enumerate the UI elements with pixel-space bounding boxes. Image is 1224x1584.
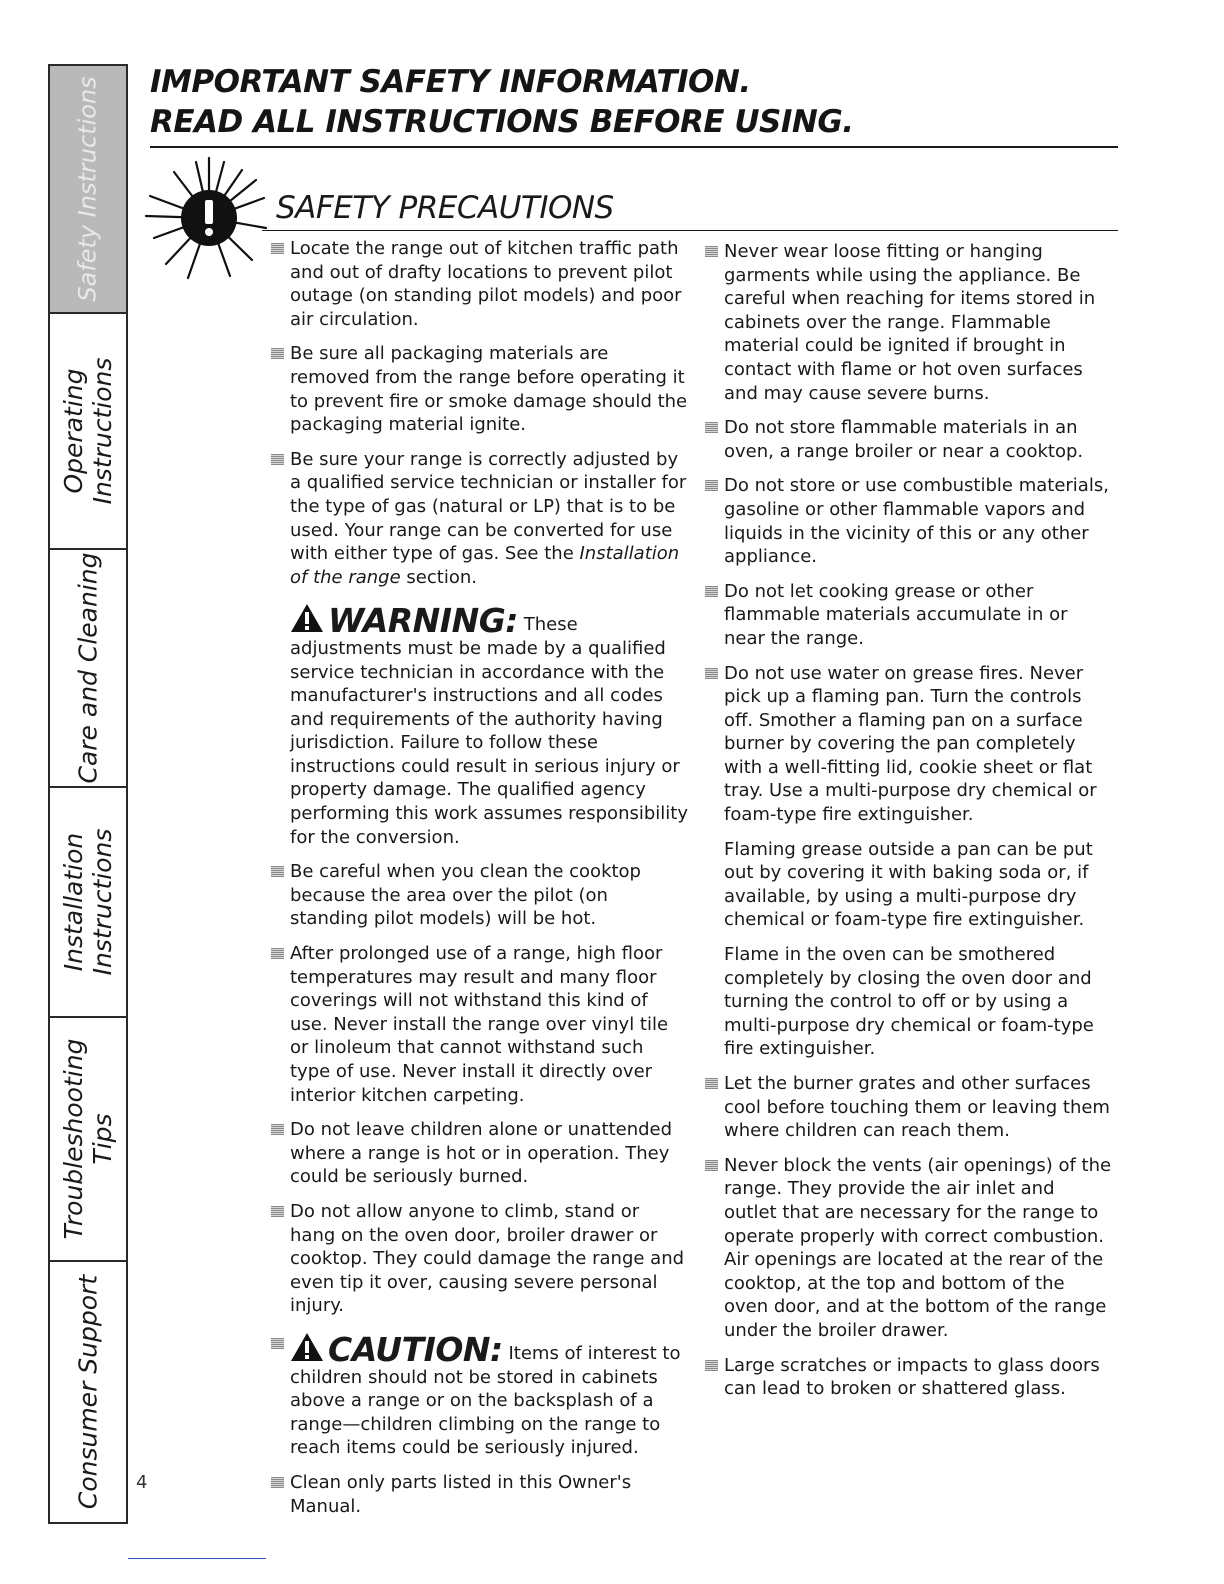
bullet-icon: [271, 1124, 284, 1135]
bullet-icon: [705, 1078, 718, 1089]
bullet-icon: [271, 454, 284, 465]
tab-label: Troubleshooting Tips: [59, 1038, 117, 1240]
warning-label: WARNING:: [328, 601, 518, 641]
bullet-icon: [271, 243, 284, 254]
bullet-icon: [705, 586, 718, 597]
bullet-icon: [271, 348, 284, 359]
paragraph: Flaming grease outside a pan can be put out by covering it with baking soda or, if available, by using a multi-purpose dry chemical or foam-type fire extinguisher.: [724, 838, 1093, 931]
list-item: Do not store flammable materials in an oven, a range broiler or near a cooktop.: [702, 416, 1112, 463]
title-line-2: READ ALL INSTRUCTIONS BEFORE USING.: [150, 104, 854, 140]
list-item: Be careful when you clean the cooktop because the area over the pilot (on standing pilot models) will be hot.: [268, 860, 688, 931]
tab-consumer-support[interactable]: [50, 1262, 126, 1522]
warning-triangle-icon: [290, 603, 324, 633]
bullet-icon: [271, 948, 284, 959]
bullet-icon: [705, 422, 718, 433]
list-item: Do not store or use combustible materials, gasoline or other flammable vapors and liquids in the vicinity of this or any other appliance.: [702, 474, 1112, 568]
tab-troubleshooting-tips[interactable]: [50, 1018, 126, 1262]
caution-triangle-icon: [290, 1332, 324, 1362]
paragraph: Flame in the oven can be smothered completely by closing the oven door and turning the control to off or by using a multi-purpose dry chemical or foam-type fire extinguisher.: [724, 944, 1094, 1060]
bullet-icon: [705, 246, 718, 257]
section-divider: [262, 230, 1118, 231]
list-item: Let the burner grates and other surfaces cool before touching them or leaving them where children can reach them.: [702, 1072, 1112, 1143]
page-number: 4: [136, 1472, 148, 1493]
bullet-icon: [705, 480, 718, 491]
list-item: Locate the range out of kitchen traffic path and out of drafty locations to prevent pilot outage (on standing pilot models) and poor air circulation.: [268, 237, 688, 331]
tab-label: Care and Cleaning: [73, 552, 103, 784]
tab-label: Operating Instructions: [59, 357, 117, 505]
tab-safety-instructions[interactable]: [50, 66, 126, 314]
tab-installation-instructions[interactable]: [50, 788, 126, 1018]
title-line-1: IMPORTANT SAFETY INFORMATION.: [150, 64, 751, 100]
tab-operating-instructions[interactable]: [50, 314, 126, 550]
side-tab-strip: [48, 64, 128, 1524]
header-divider: [150, 146, 1118, 148]
warning-block: WARNING: These adjustments must be made by a qualified service technician in accordance with the manufacturer's instructions and all codes and requirements of the authority having jurisdiction. Failure to follow these instructions could result in serious injury or property damage. The qualified agency performing this work assumes responsibility for the conversion.: [290, 601, 688, 848]
list-item: Be sure all packaging materials are removed from the range before operating it to prevent fire or smoke damage should the packaging material ignite.: [268, 342, 688, 436]
bullet-icon: [271, 1338, 284, 1349]
list-item: Do not leave children alone or unattended where a range is hot or in operation. They could be seriously burned.: [268, 1118, 688, 1189]
page-title: [150, 62, 1030, 142]
list-item: Never block the vents (air openings) of the range. They provide the air inlet and outlet that are necessary for the range to operate properly with correct combustion. Air openings are located at the rear of the cooktop, at the top and bottom of the oven door, and at the bottom of the range under the broiler drawer.: [702, 1154, 1112, 1343]
list-item: Never wear loose fitting or hanging garments while using the appliance. Be careful when reaching for items stored in cabinets over the range. Flammable material could be ignited if brought in contact with flame or hot oven surfaces and may cause severe burns.: [702, 240, 1112, 405]
installation-reference: Installation of the range: [290, 543, 680, 588]
left-column: [268, 237, 688, 1529]
list-item: Clean only parts listed in this Owner's Manual.: [268, 1471, 688, 1518]
tab-care-and-cleaning[interactable]: [50, 550, 126, 788]
tab-label: Consumer Support: [73, 1274, 103, 1510]
list-item: Do not let cooking grease or other flammable materials accumulate in or near the range.: [702, 580, 1112, 651]
tab-label: Safety Instructions: [73, 76, 102, 302]
list-item: Be sure your range is correctly adjusted by a qualified service technician or installer for the type of gas (natural or LP) that is to be used. Your range can be converted for use with either type of gas. See the Installation of the range section.: [268, 448, 688, 590]
bullet-icon: [271, 866, 284, 877]
section-title: SAFETY PRECAUTIONS: [276, 190, 614, 226]
bullet-icon: [705, 1160, 718, 1171]
list-item: Do not use water on grease fires. Never pick up a flaming pan. Turn the controls off. Smother a flaming pan on a surface burner by covering the pan completely with a well-fitting lid, cookie sheet or flat tray. Use a multi-purpose dry chemical or foam-type fire extinguisher.: [702, 662, 1112, 827]
list-item: Large scratches or impacts to glass doors can lead to broken or shattered glass.: [702, 1354, 1112, 1401]
caution-label: CAUTION:: [328, 1329, 503, 1369]
list-item: After prolonged use of a range, high floor temperatures may result and many floor coverings will not withstand this kind of use. Never install the range over vinyl tile or linoleum that cannot withstand such type of use. Never install it directly over interior kitchen carpeting.: [268, 942, 688, 1107]
warning-burst-icon: [144, 156, 274, 286]
footer-divider: [128, 1558, 266, 1559]
bullet-icon: [705, 668, 718, 679]
caution-block: CAUTION: Items of interest to children should not be stored in cabinets above a range or on the backsplash of a range—children climbing on the range to reach items could be seriously injured.: [268, 1332, 688, 1460]
list-item: Do not allow anyone to climb, stand or hang on the oven door, broiler drawer or cooktop. They could damage the range and even tip it over, causing severe personal injury.: [268, 1200, 688, 1318]
bullet-icon: [705, 1360, 718, 1371]
tab-label: Installation Instructions: [59, 828, 117, 976]
right-column: [702, 240, 1112, 1412]
bullet-icon: [271, 1477, 284, 1488]
bullet-icon: [271, 1206, 284, 1217]
